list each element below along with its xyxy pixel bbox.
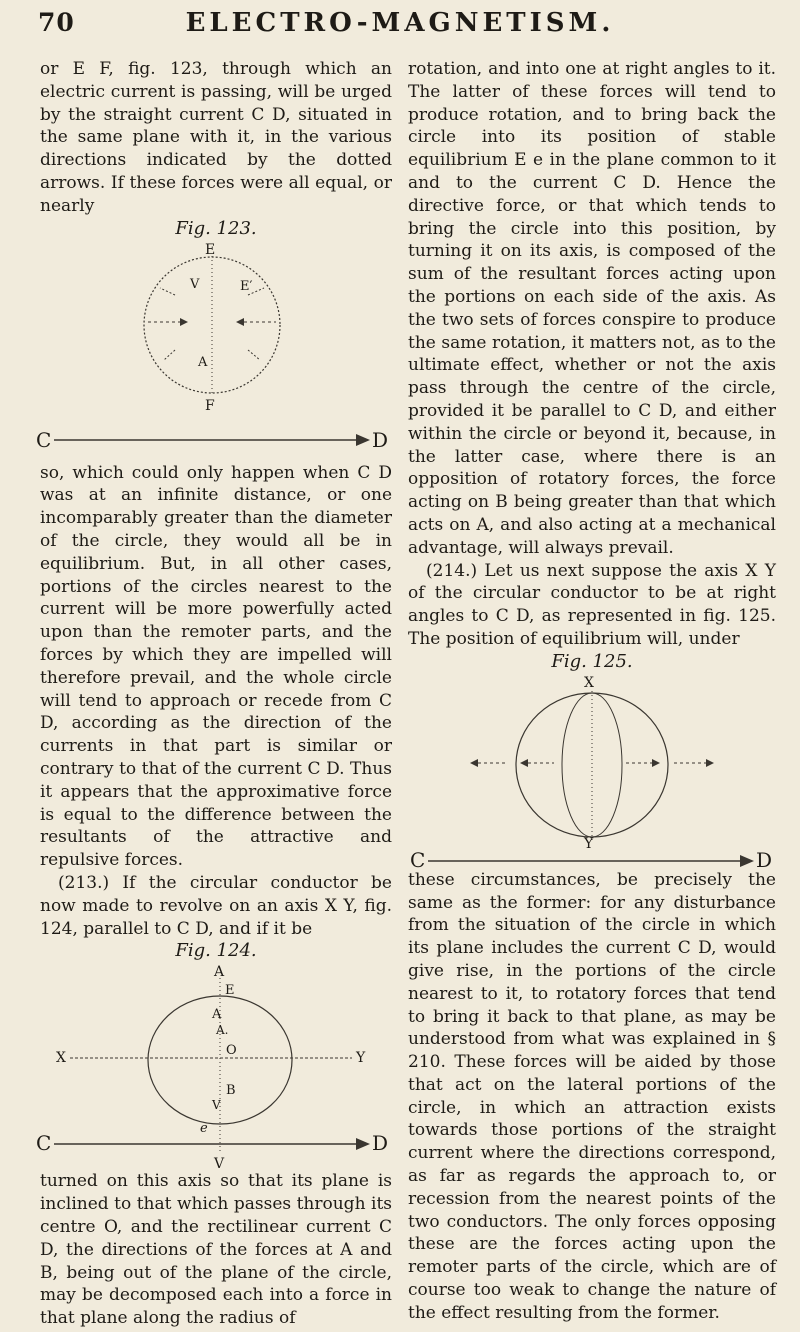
right-paragraph-2: (214.) Let us next suppose the axis X Y of the circular conductor to be at right angles to C D, as represented in fig. 125. The position of equilibrium will, under: [408, 560, 776, 649]
page-header: [38, 6, 762, 42]
fig123-label-A: A: [198, 354, 208, 370]
fig124-label-O: O: [226, 1043, 237, 1059]
fig-124-caption: Fig. 124.: [175, 940, 257, 962]
fig125-label-D: D: [756, 847, 773, 872]
right-column: [408, 58, 776, 1325]
fig124-label-E: E: [225, 983, 235, 999]
fig124-label-A-top: A: [214, 964, 225, 981]
fig-123-diagram: [36, 240, 392, 462]
left-paragraph-4: turned on this axis so that its plane is inclined to that which passes through its centre O, and the rectilinear current C D, the directions of the forces at A and B, being out of the plane of the circle, may be decomposed each into a force in that plane along the radius of: [40, 1171, 392, 1329]
left-paragraph-2: so, which could only happen when C D was at an infinite distance, or one incomparably greater than the diameter of the circle, they would all be in equilibrium. But, in all other cases, portions of the circles nearest to the current will be more powerfully acted upon than the remoter parts, and the forces by which they are impelled will therefore prevail, and the whole circle will tend to approach or recede from C D, according as the direction of the currents in that part is similar or contrary to that of the current C D. Thus it appears that the approximative force is equal to the difference between the resultants of the attractive and repulsive forces.: [40, 462, 392, 871]
fig125-label-C: C: [410, 847, 426, 872]
fig124-label-A1: A: [212, 1007, 222, 1023]
fig-125-diagram: [408, 673, 776, 872]
fig123-label-Eprime: E′: [240, 278, 253, 294]
fig123-label-C: C: [36, 427, 52, 452]
fig125-label-X: X: [584, 674, 594, 691]
fig124-label-V: V: [212, 1098, 221, 1113]
fig124-label-C: C: [36, 1131, 52, 1156]
fig-124-diagram: [36, 962, 392, 1173]
fig123-label-E: E: [205, 241, 216, 258]
running-title: ELECTRO-MAGNETISM.: [185, 8, 615, 38]
right-paragraph-1: rotation, and into one at right angles to it. The latter of these forces will tend to produce rotation, and to bring back the circle into its position of stable equilibrium E e in the plane common to it and to the current C D. Hence the directive force, or that which tends to bring the circle into this position, by turning it on its axis, is composed of the sum of the resultant forces acting upon the portions on each side of the axis. As the two sets of forces conspire to produce the same rotation, it matters not, as to the ultimate effect, whether or not the axis pass through the centre of the circle, provided it be parallel to C D, and either within the circle or beyond it, because, in the latter case, where there is an opposition of rotatory forces, the force acting on B being greater than that which acts on A, and also acting at a mechanical advantage, will always prevail.: [408, 59, 776, 558]
fig125-label-Y: Y: [584, 835, 594, 852]
left-paragraph-3: (213.) If the circular conductor be now made to revolve on an axis X Y, fig. 124, parallel to C D, and if it be: [40, 872, 392, 939]
fig-125-caption: Fig. 125.: [551, 650, 633, 672]
fig124-label-X: X: [56, 1050, 66, 1067]
fig124-label-B: B: [226, 1083, 236, 1099]
fig124-label-D: D: [372, 1131, 389, 1156]
fig123-label-F: F: [205, 397, 215, 414]
fig123-label-D: D: [372, 427, 389, 452]
fig-123-caption: Fig. 123.: [175, 217, 257, 239]
right-paragraph-3: these circumstances, be precisely the same as the former: for any disturbance from the situation of the circle in which its plane includes the current C D, would give rise, in the portions of the circle nearest to it, to rotatory forces that tend to bring it back to that plane, as may be understood from what was explained in § 210. These forces will be aided by those that act on the lateral portions of the circle, in which an attraction exists towards those portions of the straight current where the directions correspond, as far as regards the approach to, or recession from the nearest points of the two conductors. The only forces opposing these are the forces acting upon the remoter parts of the circle, which are of course too weak to change the nature of the effect resulting from the former.: [408, 869, 776, 1323]
left-column: [36, 58, 392, 1330]
left-paragraph-1: or E F, fig. 123, through which an electric current is passing, will be urged by the straight current C D, situated in the same plane with it, in the various directions indicated by the dotted arrows. If these forces were all equal, or nearly: [40, 59, 392, 216]
fig124-label-A2: A.: [216, 1023, 229, 1038]
fig124-label-Y: Y: [356, 1050, 366, 1067]
page-number: 70: [38, 8, 75, 37]
fig124-label-V-bottom: V: [214, 1156, 225, 1173]
fig123-label-V: V: [190, 276, 200, 292]
fig124-label-e: e: [200, 1121, 208, 1137]
